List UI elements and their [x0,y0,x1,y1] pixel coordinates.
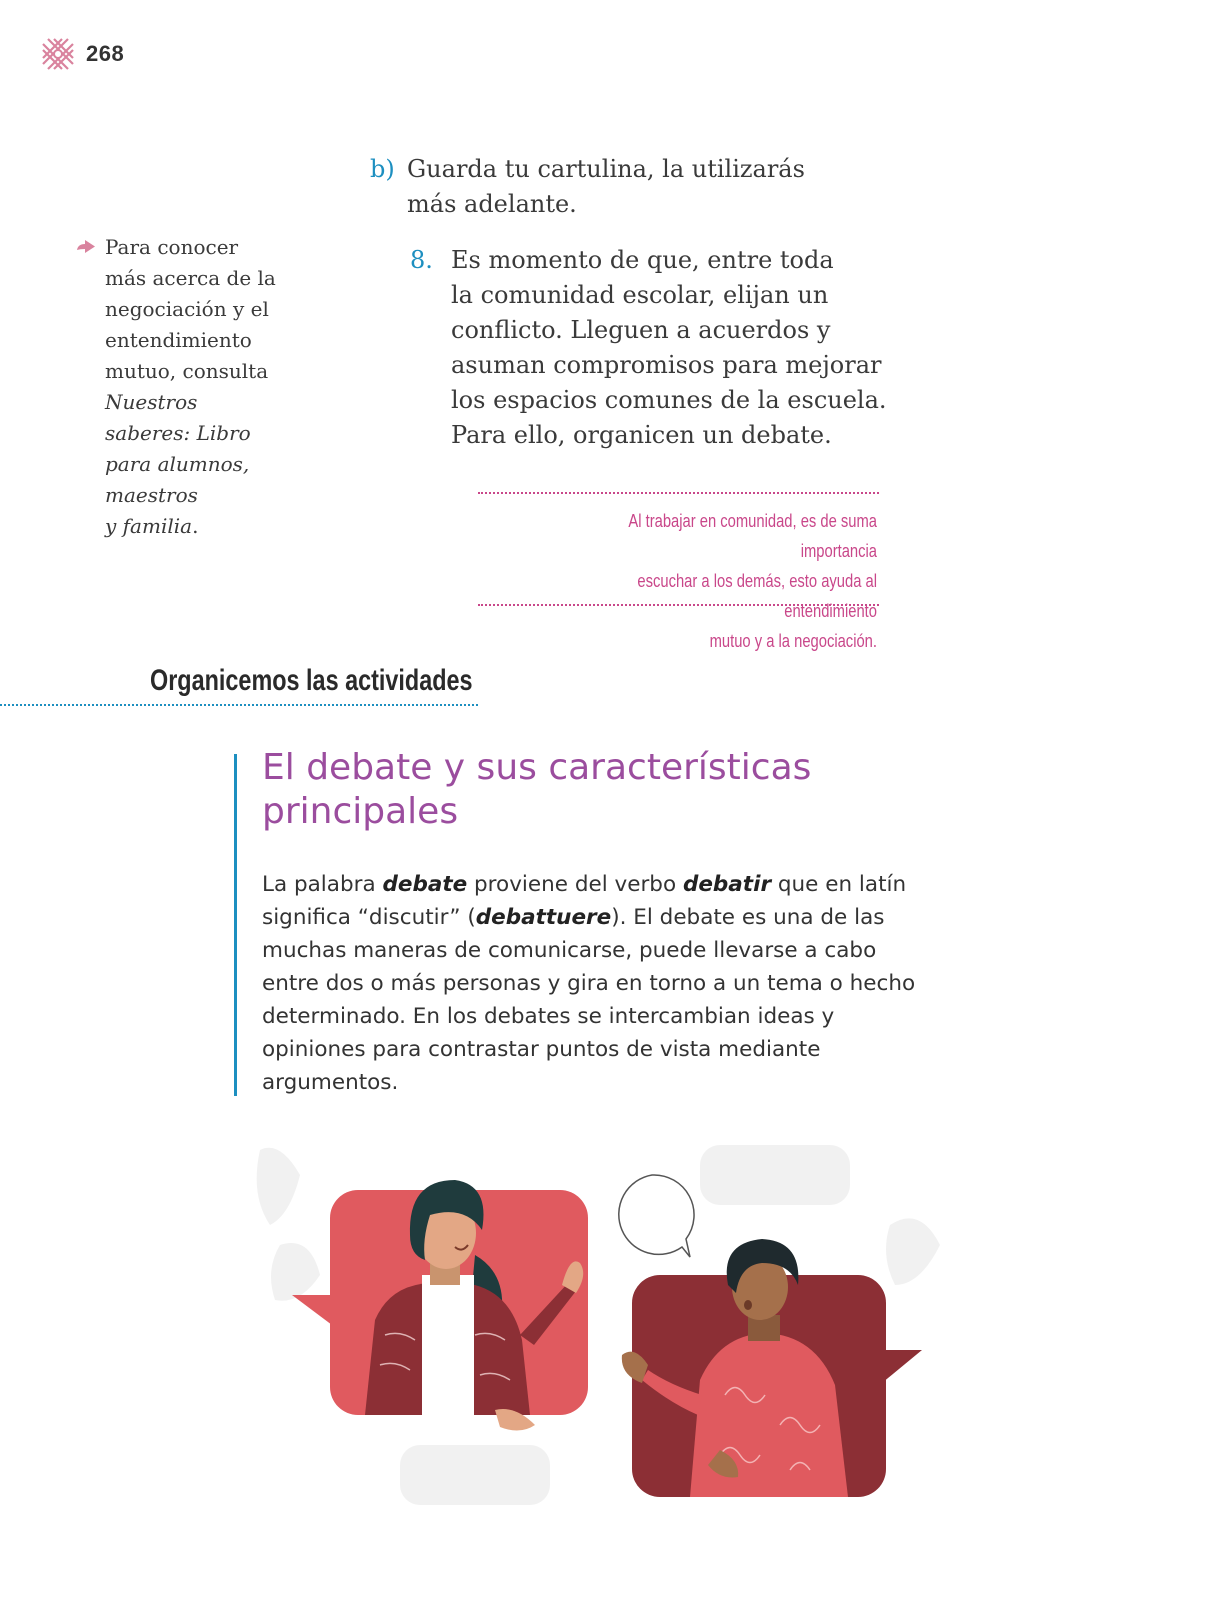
woven-cross-icon [40,36,76,72]
page-header [40,36,124,72]
emphasized-term: debatir [682,872,772,897]
tip-callout [478,492,879,651]
activity-item-b [370,152,870,222]
content-accent-bar [234,754,237,1096]
activity-item-8 [410,243,890,453]
section-divider [0,704,478,706]
speech-bubble [619,1175,694,1257]
emphasized-term: debate [382,872,468,897]
side-note-text: Para conocer más acerca de la negociación y el entendimiento mutuo, consulta Nuestros saberes: Libro para alumnos, maestros y familia. [105,235,276,538]
side-note [76,232,276,542]
item-marker: b) [370,155,395,183]
article-paragraph: La palabra debate proviene del verbo debatir que en latín significa “discutir” (debattuere). El debate es una de las muchas maneras de comunicarse, puede llevarse a cabo entre dos o más personas y gira en torno a un tema o hecho determinado. En los debates se intercambian ideas y opiniones para contrastar puntos de vista mediante argumentos. [262,872,916,1095]
arrow-right-icon [76,239,96,255]
item-text: Es momento de que, entre toda la comunidad escolar, elijan un conflicto. Lleguen a acuerdos y asuman compromisos para mejorar los espacios comunes de la escuela. Para ello, organicen un debate. [451,246,887,449]
book-title: Nuestros saberes: Libro para alumnos, maestros y familia [105,390,251,538]
item-number: 8. [410,246,433,274]
article-title: El debate y sus características principales [262,747,812,832]
emphasized-term: debattuere [475,905,612,930]
section-heading: Organicemos las actividades [150,664,473,697]
debate-illustration [250,1135,950,1515]
item-text: Guarda tu cartulina, la utilizarás más adelante. [407,155,805,218]
page-number: 268 [86,41,125,66]
tip-text: Al trabajar en comunidad, es de suma importancia escuchar a los demás, esto ayuda al entendimiento mutuo y a la negociación. [628,511,877,651]
